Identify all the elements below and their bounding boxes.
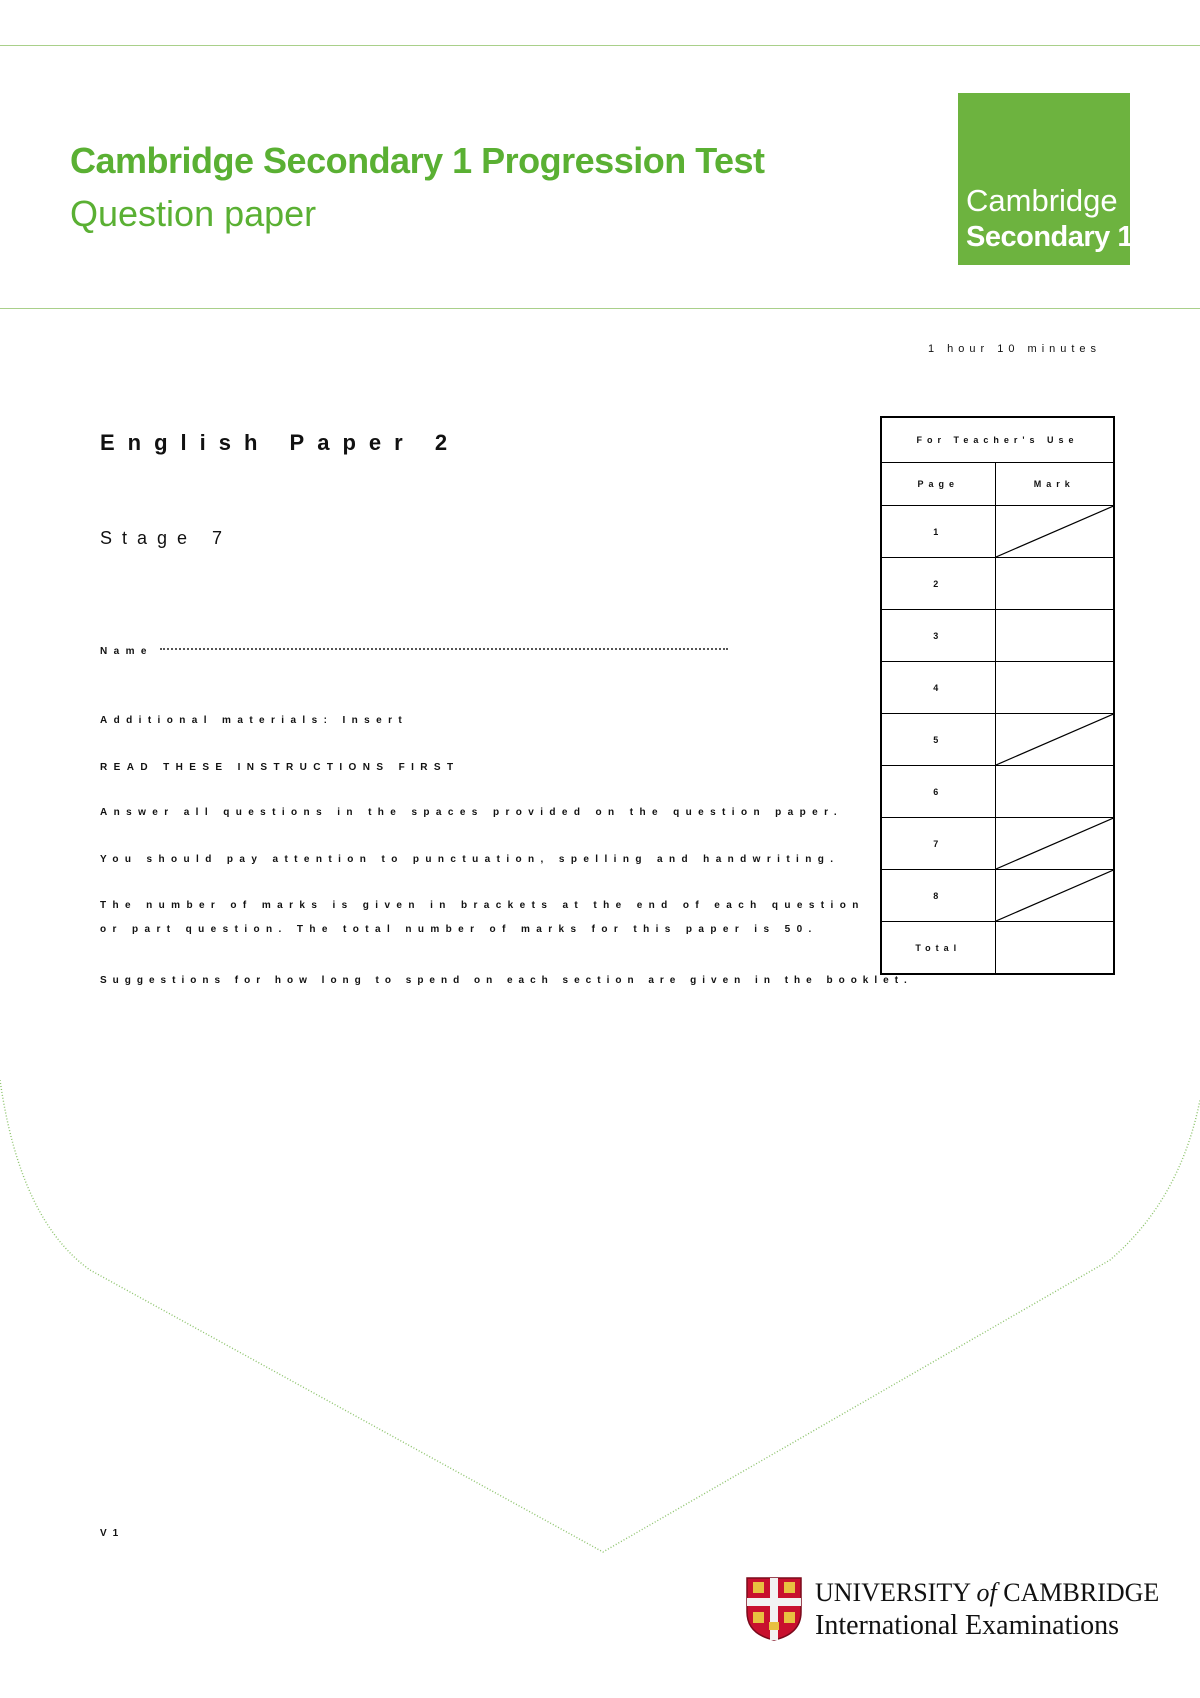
instructions-heading: READ THESE INSTRUCTIONS FIRST <box>100 762 460 773</box>
mark-cell-crossed <box>995 714 1114 766</box>
mark-row <box>881 662 1114 714</box>
total-label: Total <box>881 922 995 975</box>
shield-outline <box>0 1080 1200 1600</box>
top-rule <box>0 45 1200 46</box>
column-header-page: Page <box>881 463 995 506</box>
column-header-mark: Mark <box>995 463 1114 506</box>
university-name-part2: CAMBRIDGE <box>1003 1578 1160 1607</box>
logo-line-2: Secondary 1 <box>966 221 1133 253</box>
instruction-suggestions: Suggestions for how long to spend on each section are given in the booklet. <box>100 975 913 986</box>
diagonal-strike-icon <box>996 506 1114 557</box>
page-number: 7 <box>881 818 995 870</box>
duration: 1 hour 10 minutes <box>928 343 1102 355</box>
name-label: Name <box>100 646 153 657</box>
mark-row <box>881 714 1114 766</box>
diagonal-strike-icon <box>996 714 1114 765</box>
version: V1 <box>100 1528 125 1539</box>
total-mark-cell[interactable] <box>995 922 1114 975</box>
diagonal-strike-icon <box>996 818 1114 869</box>
shield-path <box>0 1080 1200 1552</box>
mark-row <box>881 766 1114 818</box>
mark-row <box>881 506 1114 558</box>
mark-cell-crossed <box>995 870 1114 922</box>
mark-cell-crossed <box>995 506 1114 558</box>
teacher-use-table <box>880 416 1115 975</box>
test-title: Cambridge Secondary 1 Progression Test <box>70 140 765 181</box>
mark-row <box>881 870 1114 922</box>
diagonal-strike-icon <box>996 870 1114 921</box>
instruction-answer: Answer all questions in the spaces provided on the question paper. <box>100 807 844 818</box>
page-number: 1 <box>881 506 995 558</box>
page-number: 4 <box>881 662 995 714</box>
header-bottom-rule <box>0 308 1200 309</box>
table-caption: For Teacher's Use <box>881 417 1114 463</box>
university-name-part1: UNIVERSITY <box>815 1578 971 1607</box>
logo-line-1: Cambridge <box>966 183 1118 218</box>
mark-cell[interactable] <box>995 610 1114 662</box>
page-number: 8 <box>881 870 995 922</box>
mark-row <box>881 610 1114 662</box>
instruction-marks-line1: The number of marks is given in brackets at the end of each question <box>100 900 865 911</box>
cambridge-secondary-logo <box>958 93 1133 265</box>
mark-row <box>881 558 1114 610</box>
page-number: 3 <box>881 610 995 662</box>
mark-cell[interactable] <box>995 558 1114 610</box>
stage: Stage 7 <box>100 528 233 548</box>
name-field[interactable] <box>160 648 728 650</box>
instruction-attention: You should pay attention to punctuation, spelling and handwriting. <box>100 854 840 865</box>
mark-row <box>881 818 1114 870</box>
mark-cell[interactable] <box>995 662 1114 714</box>
page-number: 6 <box>881 766 995 818</box>
instruction-marks-line2: or part question. The total number of marks for this paper is 50. <box>100 924 818 935</box>
additional-materials: Additional materials: Insert <box>100 715 409 726</box>
mark-cell[interactable] <box>995 766 1114 818</box>
mark-cell-crossed <box>995 818 1114 870</box>
test-subtitle: Question paper <box>70 193 317 234</box>
international-examinations: International Examinations <box>815 1610 1120 1641</box>
paper-title: English Paper 2 <box>100 430 461 455</box>
page-number: 2 <box>881 558 995 610</box>
university-name-of: of <box>976 1578 997 1607</box>
page-number: 5 <box>881 714 995 766</box>
university-name <box>815 1578 1159 1608</box>
university-crest-icon <box>745 1576 803 1642</box>
